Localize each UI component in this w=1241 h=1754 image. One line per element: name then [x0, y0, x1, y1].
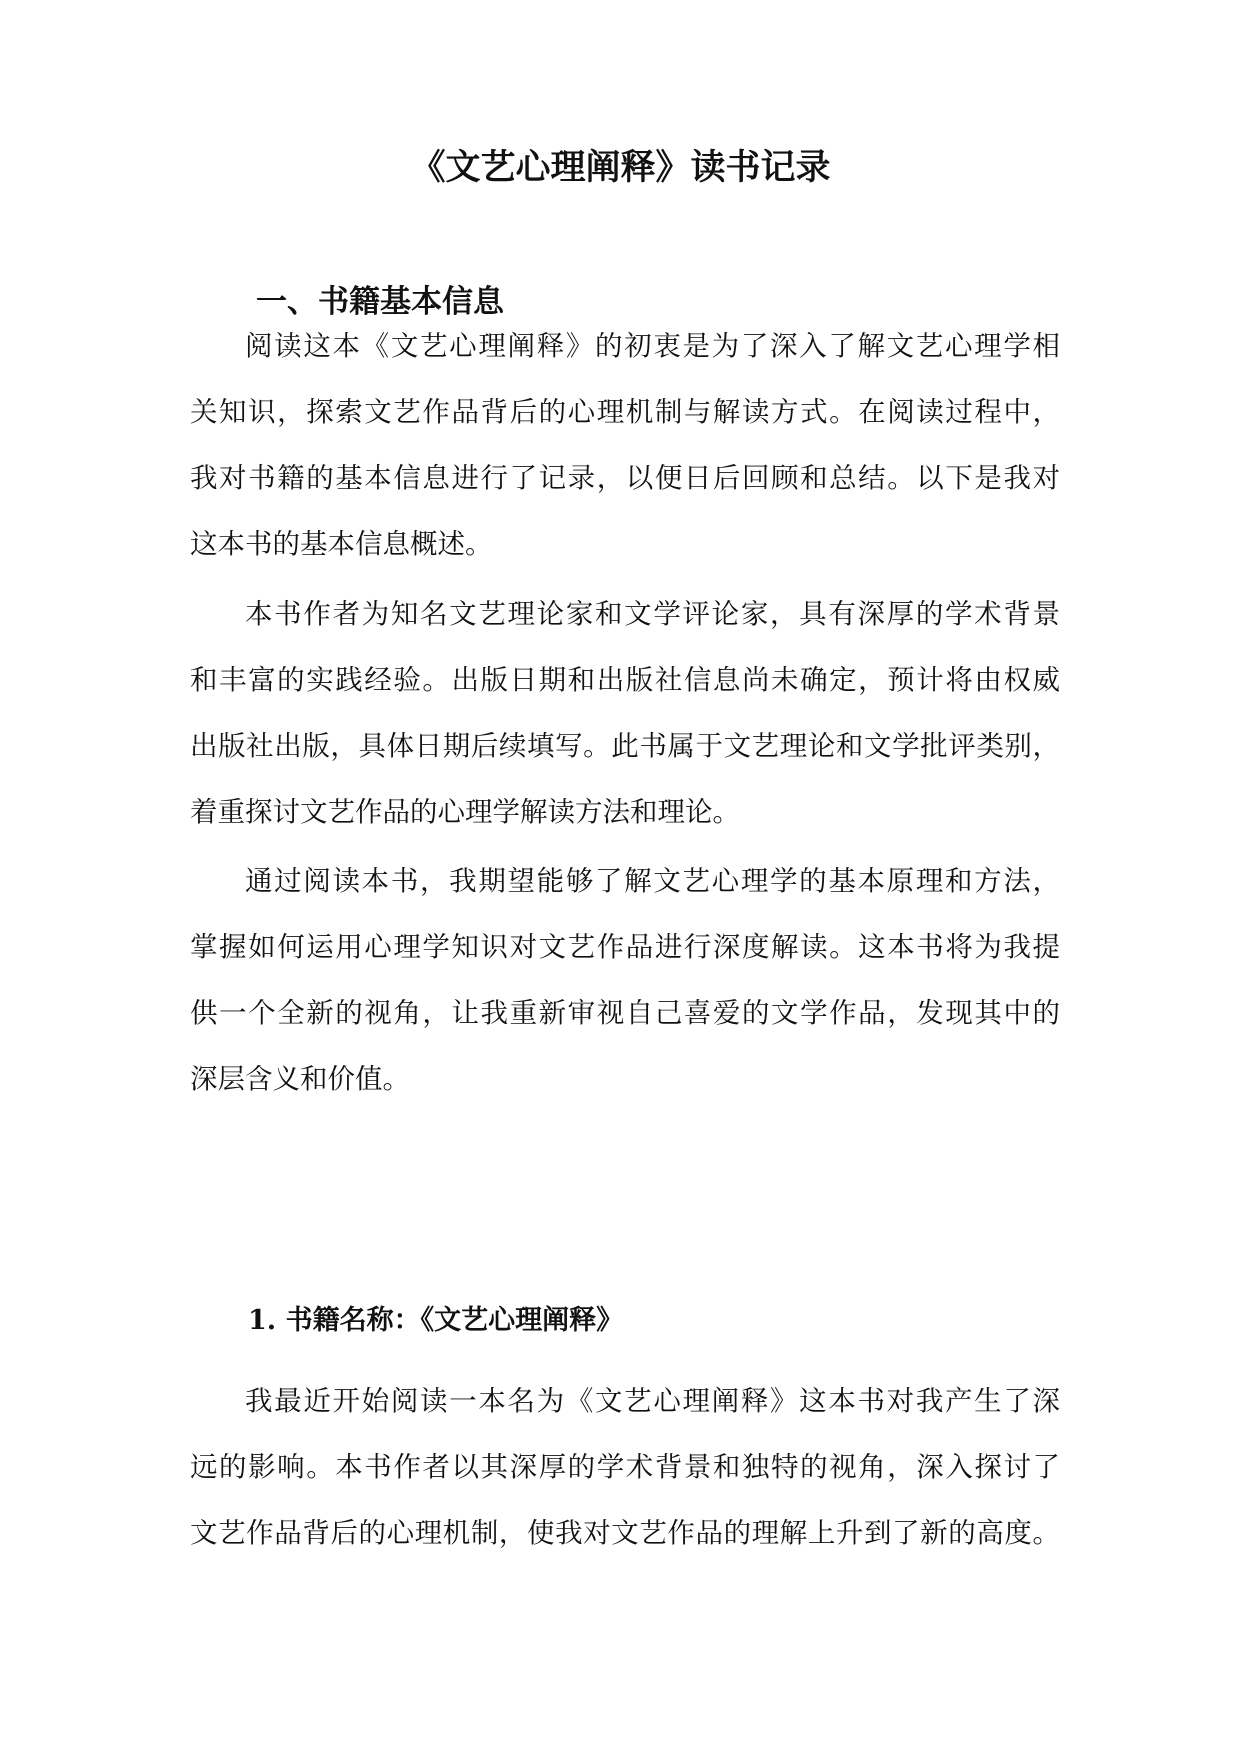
paragraph-line: 关知识，探索文艺作品背后的心理机制与解读方式。在阅读过程中，	[190, 396, 1060, 428]
paragraph-line: 掌握如何运用心理学知识对文艺作品进行深度解读。这本书将为我提	[190, 931, 1060, 963]
paragraph-line: 阅读这本《文艺心理阐释》的初衷是为了深入了解文艺心理学相	[245, 330, 1060, 362]
paragraph-line: 远的影响。本书作者以其深厚的学术背景和独特的视角，深入探讨了	[190, 1451, 1060, 1483]
paragraph-line: 通过阅读本书，我期望能够了解文艺心理学的基本原理和方法，	[245, 865, 1060, 897]
document-title: 《文艺心理阐释》读书记录	[410, 147, 831, 188]
paragraph-line: 文艺作品背后的心理机制，使我对文艺作品的理解上升到了新的高度。	[190, 1517, 1060, 1549]
paragraph-line: 我最近开始阅读一本名为《文艺心理阐释》这本书对我产生了深	[245, 1385, 1060, 1417]
paragraph-line: 出版社出版，具体日期后续填写。此书属于文艺理论和文学批评类别，	[190, 730, 1060, 762]
paragraph-line: 本书作者为知名文艺理论家和文学评论家，具有深厚的学术背景	[245, 598, 1060, 630]
paragraph-line: 和丰富的实践经验。出版日期和出版社信息尚未确定，预计将由权威	[190, 664, 1060, 696]
subsection-heading-book-name: 1. 书籍名称：《文艺心理阐释》	[248, 1305, 624, 1336]
section-heading-basic-info: 一、书籍基本信息	[256, 284, 504, 320]
paragraph-line: 深层含义和价值。	[190, 1063, 410, 1095]
paragraph-line: 我对书籍的基本信息进行了记录，以便日后回顾和总结。以下是我对	[190, 462, 1060, 494]
paragraph-line: 供一个全新的视角，让我重新审视自己喜爱的文学作品，发现其中的	[190, 997, 1060, 1029]
paragraph-line: 这本书的基本信息概述。	[190, 528, 493, 560]
paragraph-line: 着重探讨文艺作品的心理学解读方法和理论。	[190, 796, 740, 828]
